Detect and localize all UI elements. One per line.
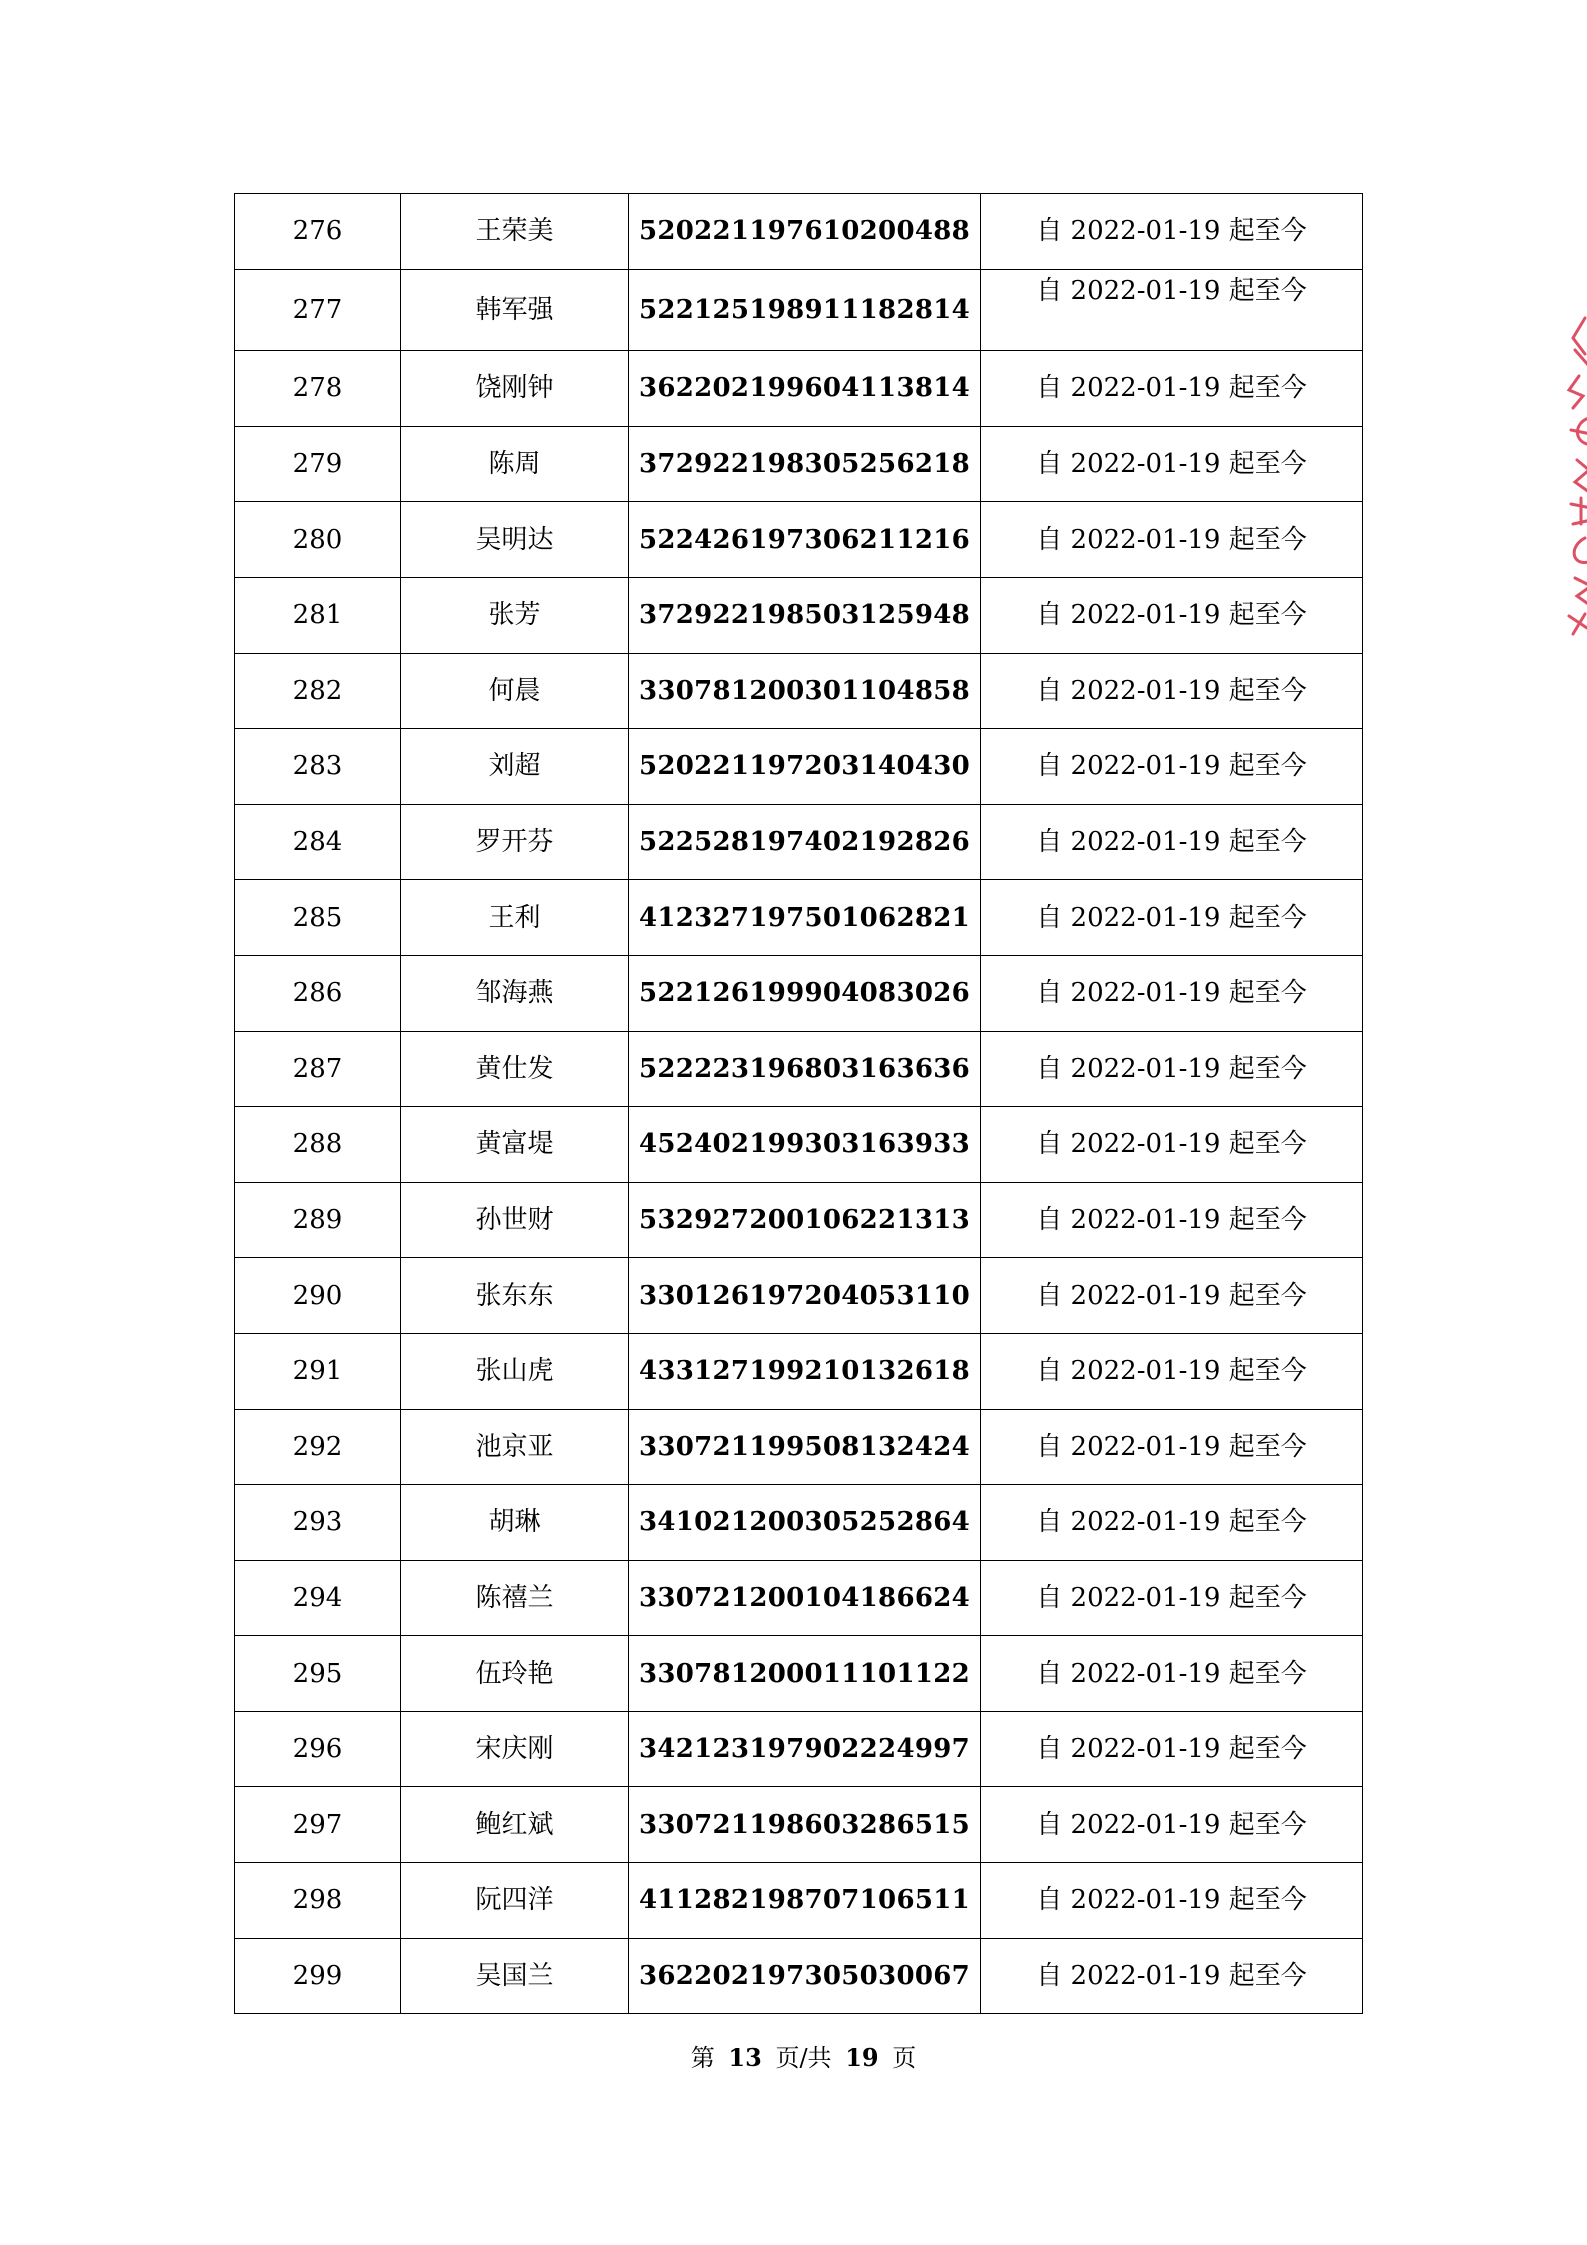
row-number: 290 (235, 1258, 401, 1334)
since-date: 自 2022-01-19 起至今 (981, 1182, 1363, 1258)
since-date: 自 2022-01-19 起至今 (981, 502, 1363, 578)
row-number: 281 (235, 577, 401, 653)
since-date: 自 2022-01-19 起至今 (981, 1409, 1363, 1485)
id-number: 522223196803163636 (629, 1031, 981, 1107)
id-number: 412327197501062821 (629, 880, 981, 956)
row-number: 284 (235, 804, 401, 880)
id-number: 520221197203140430 (629, 729, 981, 805)
table-row (235, 804, 1363, 880)
person-name: 何晨 (401, 653, 629, 729)
row-number: 299 (235, 1938, 401, 2014)
row-number: 280 (235, 502, 401, 578)
table-row (235, 1863, 1363, 1939)
table-row (235, 1107, 1363, 1183)
page-footer (0, 2038, 1587, 2073)
table-row (235, 729, 1363, 805)
since-date: 自 2022-01-19 起至今 (981, 1560, 1363, 1636)
footer-suffix: 页 (892, 2044, 917, 2072)
since-date: 自 2022-01-19 起至今 (981, 880, 1363, 956)
person-name: 吴明达 (401, 502, 629, 578)
table-row (235, 1485, 1363, 1561)
person-name: 王荣美 (401, 194, 629, 270)
table-row (235, 1031, 1363, 1107)
since-date: 自 2022-01-19 起至今 (981, 1636, 1363, 1712)
row-number: 282 (235, 653, 401, 729)
row-number: 298 (235, 1863, 401, 1939)
id-number: 522528197402192826 (629, 804, 981, 880)
row-number: 295 (235, 1636, 401, 1712)
row-number: 296 (235, 1711, 401, 1787)
table-row (235, 1409, 1363, 1485)
table-row (235, 880, 1363, 956)
person-name: 刘超 (401, 729, 629, 805)
row-number: 291 (235, 1333, 401, 1409)
id-number: 330721200104186624 (629, 1560, 981, 1636)
row-number: 287 (235, 1031, 401, 1107)
person-name: 吴国兰 (401, 1938, 629, 2014)
person-name: 黄仕发 (401, 1031, 629, 1107)
person-name: 饶刚钟 (401, 351, 629, 427)
id-number: 372922198305256218 (629, 426, 981, 502)
row-number: 285 (235, 880, 401, 956)
since-date: 自 2022-01-19 起至今 (981, 1333, 1363, 1409)
row-number: 276 (235, 194, 401, 270)
seal-stamp-icon (1555, 310, 1587, 640)
row-number: 289 (235, 1182, 401, 1258)
id-number: 330126197204053110 (629, 1258, 981, 1334)
table-row (235, 1258, 1363, 1334)
table-row (235, 577, 1363, 653)
person-name: 伍玲艳 (401, 1636, 629, 1712)
person-name: 鲍红斌 (401, 1787, 629, 1863)
person-name: 罗开芬 (401, 804, 629, 880)
current-page-number: 13 (728, 2043, 762, 2072)
id-number: 520221197610200488 (629, 194, 981, 270)
person-name: 邹海燕 (401, 955, 629, 1031)
person-name: 张芳 (401, 577, 629, 653)
since-date: 自 2022-01-19 起至今 (981, 729, 1363, 805)
table-row (235, 426, 1363, 502)
footer-middle: 页/共 (775, 2044, 832, 2072)
person-name: 池京亚 (401, 1409, 629, 1485)
since-date: 自 2022-01-19 起至今 (981, 351, 1363, 427)
person-name: 王利 (401, 880, 629, 956)
since-date: 自 2022-01-19 起至今 (981, 194, 1363, 270)
person-name: 孙世财 (401, 1182, 629, 1258)
row-number: 293 (235, 1485, 401, 1561)
person-name: 阮四洋 (401, 1863, 629, 1939)
table-row (235, 955, 1363, 1031)
person-name: 黄富堤 (401, 1107, 629, 1183)
since-date: 自 2022-01-19 起至今 (981, 1787, 1363, 1863)
row-number: 279 (235, 426, 401, 502)
roster-table (234, 193, 1363, 2014)
row-number: 294 (235, 1560, 401, 1636)
since-date: 自 2022-01-19 起至今 (981, 653, 1363, 729)
row-number: 292 (235, 1409, 401, 1485)
roster-table-body (235, 194, 1363, 2014)
id-number: 342123197902224997 (629, 1711, 981, 1787)
person-name: 陈禧兰 (401, 1560, 629, 1636)
table-row (235, 1333, 1363, 1409)
id-number: 362202197305030067 (629, 1938, 981, 2014)
id-number: 522125198911182814 (629, 269, 981, 351)
table-row (235, 502, 1363, 578)
since-date: 自 2022-01-19 起至今 (981, 955, 1363, 1031)
since-date: 自 2022-01-19 起至今 (981, 269, 1363, 351)
total-pages-number: 19 (845, 2043, 879, 2072)
row-number: 286 (235, 955, 401, 1031)
table-row (235, 1560, 1363, 1636)
person-name: 张东东 (401, 1258, 629, 1334)
since-date: 自 2022-01-19 起至今 (981, 1107, 1363, 1183)
id-number: 522426197306211216 (629, 502, 981, 578)
id-number: 433127199210132618 (629, 1333, 981, 1409)
since-date: 自 2022-01-19 起至今 (981, 1258, 1363, 1334)
since-date: 自 2022-01-19 起至今 (981, 804, 1363, 880)
table-row (235, 1636, 1363, 1712)
row-number: 283 (235, 729, 401, 805)
id-number: 330781200301104858 (629, 653, 981, 729)
since-date: 自 2022-01-19 起至今 (981, 1485, 1363, 1561)
table-row (235, 351, 1363, 427)
id-number: 452402199303163933 (629, 1107, 981, 1183)
id-number: 372922198503125948 (629, 577, 981, 653)
row-number: 288 (235, 1107, 401, 1183)
id-number: 362202199604113814 (629, 351, 981, 427)
row-number: 277 (235, 269, 401, 351)
table-row (235, 653, 1363, 729)
person-name: 胡琳 (401, 1485, 629, 1561)
id-number: 330721198603286515 (629, 1787, 981, 1863)
id-number: 330781200011101122 (629, 1636, 981, 1712)
id-number: 411282198707106511 (629, 1863, 981, 1939)
id-number: 341021200305252864 (629, 1485, 981, 1561)
table-row (235, 269, 1363, 351)
since-date: 自 2022-01-19 起至今 (981, 1711, 1363, 1787)
since-date: 自 2022-01-19 起至今 (981, 1031, 1363, 1107)
row-number: 278 (235, 351, 401, 427)
table-row (235, 194, 1363, 270)
person-name: 韩军强 (401, 269, 629, 351)
since-date: 自 2022-01-19 起至今 (981, 1863, 1363, 1939)
person-name: 宋庆刚 (401, 1711, 629, 1787)
table-row (235, 1938, 1363, 2014)
id-number: 532927200106221313 (629, 1182, 981, 1258)
id-number: 522126199904083026 (629, 955, 981, 1031)
person-name: 陈周 (401, 426, 629, 502)
since-date: 自 2022-01-19 起至今 (981, 426, 1363, 502)
table-row (235, 1711, 1363, 1787)
table-row (235, 1787, 1363, 1863)
id-number: 330721199508132424 (629, 1409, 981, 1485)
since-date: 自 2022-01-19 起至今 (981, 577, 1363, 653)
row-number: 297 (235, 1787, 401, 1863)
person-name: 张山虎 (401, 1333, 629, 1409)
table-row (235, 1182, 1363, 1258)
footer-prefix: 第 (690, 2044, 715, 2072)
since-date: 自 2022-01-19 起至今 (981, 1938, 1363, 2014)
